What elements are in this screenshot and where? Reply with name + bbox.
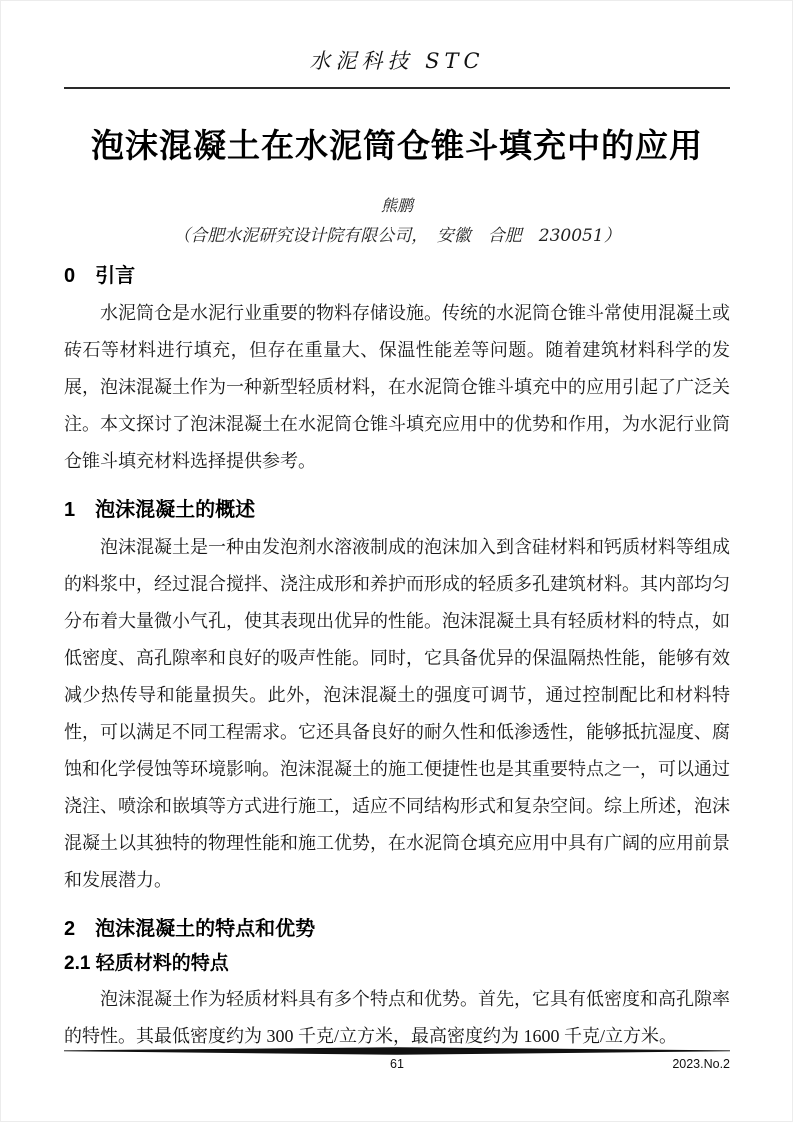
subsection-heading-lightweight: 2.1 轻质材料的特点 [64, 953, 229, 975]
page-footer [64, 1047, 730, 1075]
footer-tapered-rule [64, 1047, 730, 1055]
journal-header [64, 45, 730, 89]
footer-row [64, 1057, 730, 1075]
section-heading-overview: 1 泡沫混凝土的概述 [64, 499, 256, 522]
paragraph-introduction: 水泥筒仓是水泥行业重要的物料存储设施。传统的水泥筒仓锥斗常使用混凝土或砖石等材料进行填充，但存在重量大、保温性能差等问题。随着建筑材料科学的发展，泡沫混凝土作为一种新型轻质材料，在水泥筒仓锥斗填充中的应用引起了广泛关注。本文探讨了泡沫混凝土在水泥筒仓锥斗填充应用中的优势和作用，为水泥行业筒仓锥斗填充材料选择提供参考。 [64, 303, 730, 472]
article-author: 熊鹏 [380, 196, 413, 216]
issue-label: 2023.No.2 [672, 1057, 730, 1071]
paragraph-lightweight: 泡沫混凝土作为轻质材料具有多个特点和优势。首先，它具有低密度和高孔隙率的特性。其最低密度约为 300 千克/立方米，最高密度约为 1600 千克/立方米。 [64, 988, 730, 1046]
article-title: 泡沫混凝土在水泥筒仓锥斗填充中的应用 [91, 127, 703, 164]
section-heading-features: 2 泡沫混凝土的特点和优势 [64, 918, 316, 941]
journal-title: 水泥科技 STC [309, 49, 485, 73]
section-heading-introduction: 0 引言 [64, 265, 136, 288]
paragraph-overview: 泡沫混凝土是一种由发泡剂水溶液制成的泡沫加入到含硅材料和钙质材料等组成的料浆中，经过混合搅拌、浇注成形和养护而形成的轻质多孔建筑材料。其内部均匀分布着大量微小气孔，使其表现出优异的性能。泡沫混凝土具有轻质材料的特点，如低密度、高孔隙率和良好的吸声性能。同时，它具备优异的保温隔热性能，能够有效减少热传导和能量损失。此外，泡沫混凝土的强度可调节，通过控制配比和材料特性，可以满足不同工程需求。它还具备良好的耐久性和低渗透性，能够抵抗湿度、腐蚀和化学侵蚀等环境影响。泡沫混凝土的施工便捷性也是其重要特点之一，可以通过浇注、喷涂和嵌填等方式进行施工，适应不同结构形式和复杂空间。综上所述，泡沫混凝土以其独特的物理性能和施工优势，在水泥筒仓填充应用中具有广阔的应用前景和发展潜力。 [64, 537, 730, 891]
article-affiliation: （合肥水泥研究设计院有限公司， 安徽 合肥 230051） [173, 226, 621, 247]
page-content [1, 1, 792, 1055]
page-number: 61 [390, 1057, 404, 1071]
